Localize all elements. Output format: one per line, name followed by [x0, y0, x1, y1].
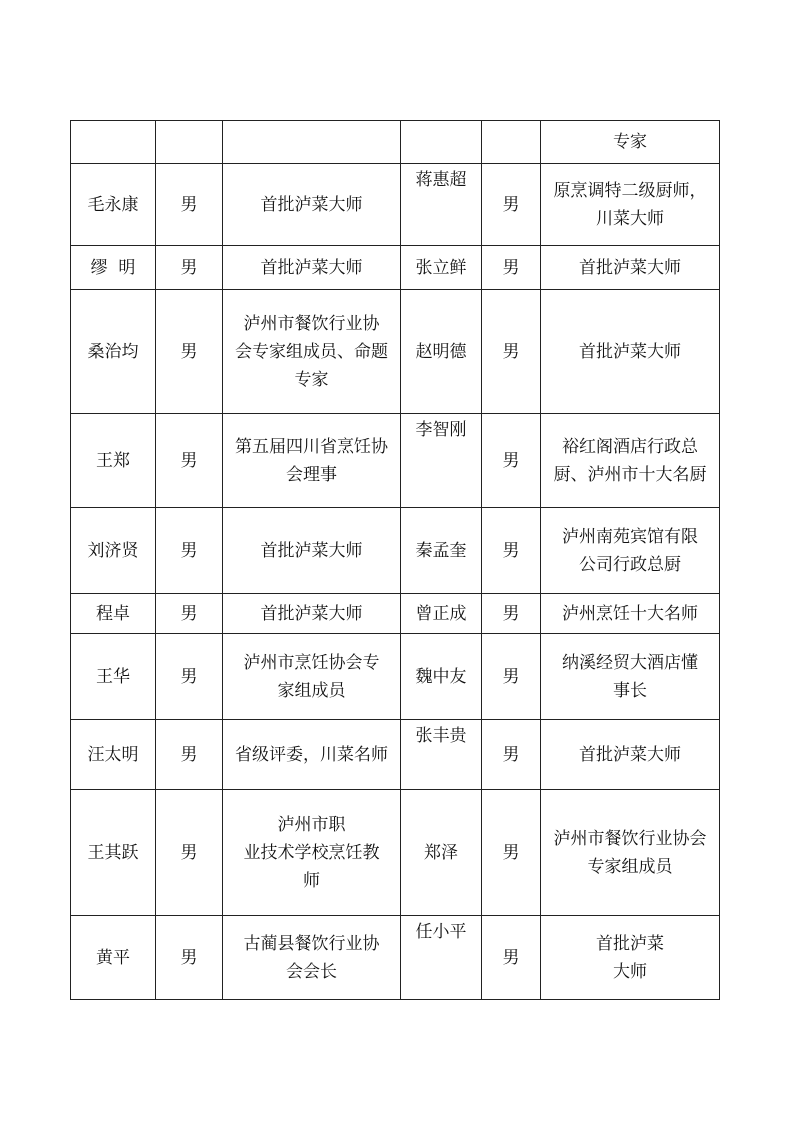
gender-cell-right: 男 [482, 414, 541, 508]
name-cell-left: 王郑 [71, 414, 156, 508]
table-row [71, 594, 720, 634]
name-cell-left: 桑治均 [71, 290, 156, 414]
title-line: 泸州市餐饮行业协会 [553, 828, 707, 849]
title-cell-right [541, 508, 720, 594]
title-line: 首批泸菜大师 [260, 194, 363, 215]
title-cell-left [223, 121, 401, 164]
title-line: 泸州烹饪十大名师 [562, 603, 698, 624]
gender-cell-right: 男 [482, 164, 541, 246]
title-line: 原烹调特二级厨师， [553, 180, 707, 201]
title-line: 首批泸菜大师 [260, 257, 363, 278]
title-cell-right [541, 164, 720, 246]
title-cell-left [223, 634, 401, 720]
name-cell-right: 张立鲜 [401, 246, 482, 290]
title-line: 首批泸菜大师 [579, 341, 681, 362]
title-cell-left [223, 720, 401, 790]
title-line: 川菜大师 [596, 208, 664, 229]
title-cell-right [541, 290, 720, 414]
name-cell-left [71, 121, 156, 164]
table-row [71, 414, 720, 508]
title-cell-right [541, 121, 720, 164]
gender-cell-right: 男 [482, 720, 541, 790]
title-cell-left [223, 916, 401, 1000]
gender-cell-left: 男 [156, 594, 223, 634]
name-cell-left: 汪太明 [71, 720, 156, 790]
title-line: 古蔺县餐饮行业协 [243, 933, 380, 954]
name-cell-left: 王华 [71, 634, 156, 720]
name-cell-right: 任小平 [401, 916, 482, 1000]
gender-cell-left: 男 [156, 790, 223, 916]
title-line: 首批泸菜大师 [579, 744, 681, 765]
title-line: 纳溪经贸大酒店懂 [562, 652, 698, 673]
title-cell-left [223, 290, 401, 414]
name-cell-right: 李智刚 [401, 414, 482, 508]
title-line: 第五届四川省烹饪协 [235, 436, 388, 457]
gender-cell-left: 男 [156, 290, 223, 414]
title-line: 泸州市烹饪协会专 [243, 652, 380, 673]
title-line: 泸州市职 [277, 814, 346, 835]
name-cell-right: 张丰贵 [401, 720, 482, 790]
name-cell-right: 郑泽 [401, 790, 482, 916]
gender-cell-right: 男 [482, 634, 541, 720]
table-row [71, 246, 720, 290]
title-line: 泸州南苑宾馆有限 [562, 526, 698, 547]
title-line: 大师 [613, 961, 647, 982]
title-line: 泸州市餐饮行业协 [243, 313, 380, 334]
title-line: 事长 [613, 680, 647, 701]
title-line: 专家 [613, 132, 647, 152]
gender-cell-right: 男 [482, 508, 541, 594]
expert-roster-table [70, 120, 720, 1000]
title-cell-left [223, 414, 401, 508]
table-row [71, 121, 720, 164]
name-cell-left: 缪 明 [71, 246, 156, 290]
table-row [71, 508, 720, 594]
gender-cell-left: 男 [156, 164, 223, 246]
table-row [71, 790, 720, 916]
name-cell-right: 秦孟奎 [401, 508, 482, 594]
gender-cell-left [156, 121, 223, 164]
title-line: 首批泸菜 [596, 933, 664, 954]
gender-cell-left: 男 [156, 634, 223, 720]
gender-cell-right [482, 121, 541, 164]
gender-cell-left: 男 [156, 414, 223, 508]
gender-cell-left: 男 [156, 916, 223, 1000]
title-line: 师 [303, 870, 320, 891]
table-row [71, 634, 720, 720]
title-line: 厨、泸州市十大名厨 [553, 464, 707, 485]
title-line: 会专家组成员、命题 [235, 341, 388, 362]
gender-cell-right: 男 [482, 790, 541, 916]
name-cell-left: 程卓 [71, 594, 156, 634]
table-body [71, 121, 720, 1000]
title-line: 会会长 [286, 961, 337, 982]
name-cell-left: 王其跃 [71, 790, 156, 916]
title-cell-right [541, 594, 720, 634]
name-cell-right: 曾正成 [401, 594, 482, 634]
name-cell-left: 毛永康 [71, 164, 156, 246]
gender-cell-right: 男 [482, 916, 541, 1000]
title-cell-left [223, 246, 401, 290]
table-row [71, 164, 720, 246]
title-line: 家组成员 [277, 680, 346, 701]
title-cell-left [223, 594, 401, 634]
name-cell-left: 黄平 [71, 916, 156, 1000]
title-line: 裕红阁酒店行政总 [562, 436, 698, 457]
title-cell-right [541, 246, 720, 290]
title-line: 专家 [294, 369, 329, 390]
title-line: 首批泸菜大师 [260, 540, 363, 561]
gender-cell-right: 男 [482, 290, 541, 414]
name-cell-right [401, 121, 482, 164]
title-line: 公司行政总厨 [579, 554, 681, 575]
title-line: 专家组成员 [587, 856, 673, 877]
title-cell-left [223, 508, 401, 594]
title-line: 会理事 [286, 464, 337, 485]
name-cell-left: 刘济贤 [71, 508, 156, 594]
title-cell-right [541, 790, 720, 916]
table-row [71, 720, 720, 790]
gender-cell-left: 男 [156, 508, 223, 594]
gender-cell-left: 男 [156, 720, 223, 790]
title-cell-left [223, 164, 401, 246]
name-cell-right: 蒋惠超 [401, 164, 482, 246]
title-line: 业技术学校烹饪教 [243, 842, 380, 863]
gender-cell-right: 男 [482, 594, 541, 634]
name-cell-right: 魏中友 [401, 634, 482, 720]
gender-cell-right: 男 [482, 246, 541, 290]
title-line: 首批泸菜大师 [260, 603, 363, 624]
title-cell-right [541, 916, 720, 1000]
title-line: 首批泸菜大师 [579, 257, 681, 278]
table-row [71, 916, 720, 1000]
table-row [71, 290, 720, 414]
title-cell-right [541, 414, 720, 508]
title-cell-left [223, 790, 401, 916]
title-line: 省级评委，川菜名师 [235, 744, 388, 765]
title-cell-right [541, 720, 720, 790]
name-cell-right: 赵明德 [401, 290, 482, 414]
gender-cell-left: 男 [156, 246, 223, 290]
title-cell-right [541, 634, 720, 720]
